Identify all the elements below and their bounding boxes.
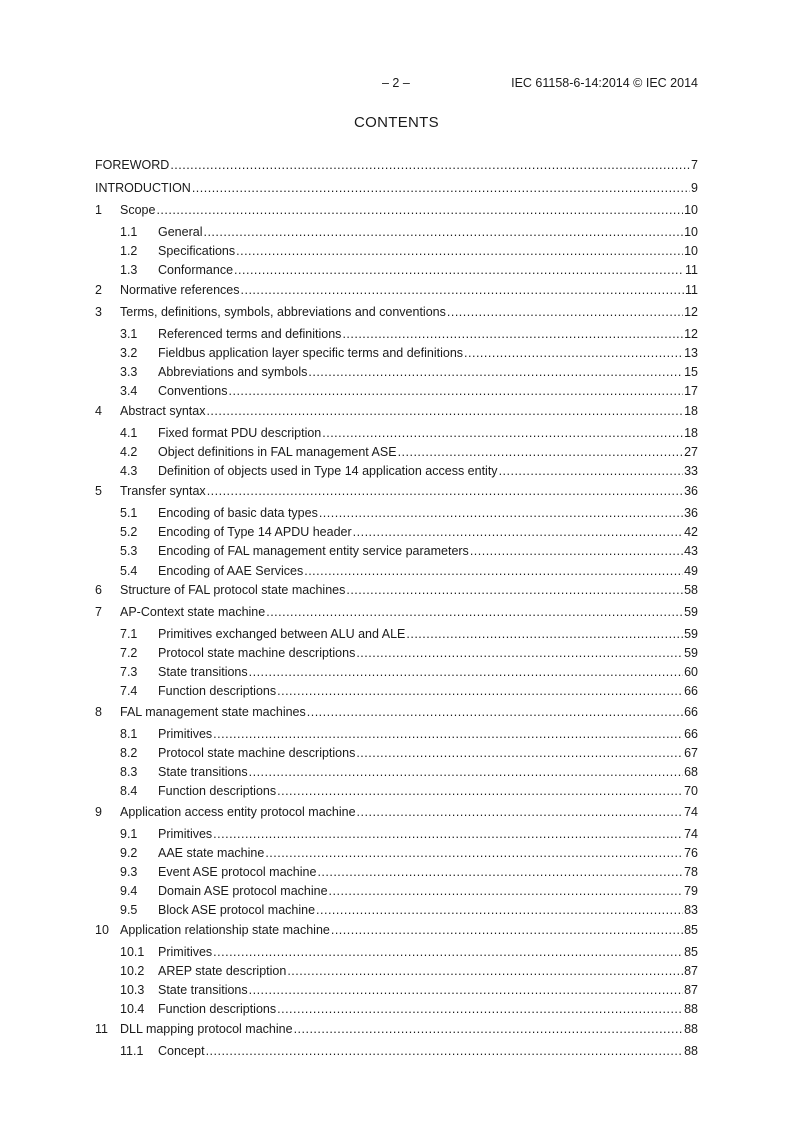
toc-entry-page: 7 xyxy=(691,158,698,172)
toc-entry-title: Primitives xyxy=(158,727,213,741)
toc-entry-title: Structure of FAL protocol state machines xyxy=(120,583,346,597)
toc-dot-leader xyxy=(249,764,683,780)
toc-entry-number: 11.1 xyxy=(120,1044,144,1058)
toc-entry-page: 42 xyxy=(684,525,698,539)
toc-entry[interactable] xyxy=(95,704,698,720)
toc-entry[interactable] xyxy=(95,864,698,880)
page-header xyxy=(0,76,793,92)
toc-entry-number: 10.2 xyxy=(120,964,145,978)
toc-entry[interactable] xyxy=(95,582,698,598)
toc-dot-leader xyxy=(277,783,683,799)
toc-entry-title: Definition of objects used in Type 14 application access entity xyxy=(158,464,498,478)
toc-entry-number: 1.2 xyxy=(120,244,138,258)
toc-entry-page: 88 xyxy=(684,1044,698,1058)
toc-entry-number: 10.3 xyxy=(120,983,145,997)
toc-dot-leader xyxy=(277,683,683,699)
toc-entry-page: 74 xyxy=(684,827,698,841)
toc-entry-page: 66 xyxy=(684,684,698,698)
toc-entry[interactable] xyxy=(95,425,698,441)
toc-dot-leader xyxy=(406,626,683,642)
toc-entry-page: 85 xyxy=(684,923,698,937)
toc-entry[interactable] xyxy=(95,1021,698,1037)
toc-entry[interactable] xyxy=(95,543,698,559)
toc-dot-leader xyxy=(213,826,683,842)
toc-entry-title: Specifications xyxy=(158,244,236,258)
toc-entry[interactable] xyxy=(95,604,698,620)
toc-entry[interactable] xyxy=(95,463,698,479)
toc-entry[interactable] xyxy=(95,726,698,742)
toc-entry[interactable] xyxy=(95,683,698,699)
toc-dot-leader xyxy=(447,304,683,320)
toc-entry[interactable] xyxy=(95,745,698,761)
toc-entry[interactable] xyxy=(95,180,698,196)
toc-entry[interactable] xyxy=(95,364,698,380)
toc-dot-leader xyxy=(206,403,683,419)
toc-entry-title: Primitives xyxy=(158,827,213,841)
toc-entry[interactable] xyxy=(95,804,698,820)
toc-entry-page: 10 xyxy=(684,244,698,258)
toc-dot-leader xyxy=(331,922,683,938)
toc-dot-leader xyxy=(294,1021,684,1037)
toc-entry[interactable] xyxy=(95,664,698,680)
toc-entry-page: 11 xyxy=(685,283,698,297)
toc-entry-title: Object definitions in FAL management ASE xyxy=(158,445,397,459)
toc-entry-number: 9.2 xyxy=(120,846,138,860)
toc-entry-number: 4.2 xyxy=(120,445,138,459)
toc-entry-number: 6 xyxy=(95,583,102,597)
toc-entry-number: 10.4 xyxy=(120,1002,145,1016)
toc-entry-title: Application relationship state machine xyxy=(120,923,330,937)
toc-entry-title: Encoding of FAL management entity service parameters xyxy=(158,544,469,558)
toc-entry[interactable] xyxy=(95,202,698,218)
toc-entry-page: 18 xyxy=(684,426,698,440)
toc-entry-title: FAL management state machines xyxy=(120,705,306,719)
toc-entry-title: Encoding of AAE Services xyxy=(158,564,304,578)
toc-entry-page: 87 xyxy=(684,964,698,978)
toc-entry-number: 7.3 xyxy=(120,665,138,679)
toc-entry-page: 12 xyxy=(684,327,698,341)
toc-entry-title: State transitions xyxy=(158,765,248,779)
toc-entry-title: Application access entity protocol machine xyxy=(120,805,356,819)
toc-entry-number: 5.2 xyxy=(120,525,138,539)
toc-entry-title: Scope xyxy=(120,203,156,217)
toc-entry-page: 79 xyxy=(684,884,698,898)
toc-entry[interactable] xyxy=(95,982,698,998)
toc-entry-number: 5.1 xyxy=(120,506,138,520)
toc-dot-leader xyxy=(287,963,683,979)
toc-entry-number: 3 xyxy=(95,305,102,319)
toc-entry-page: 33 xyxy=(684,464,698,478)
toc-entry-title: Concept xyxy=(158,1044,205,1058)
toc-entry-number: 1.1 xyxy=(120,225,138,239)
toc-entry[interactable] xyxy=(95,304,698,320)
toc-dot-leader xyxy=(317,864,683,880)
toc-entry[interactable] xyxy=(95,157,698,173)
toc-entry-number: 7 xyxy=(95,605,102,619)
toc-entry-number: 4.1 xyxy=(120,426,138,440)
toc-dot-leader xyxy=(234,262,684,278)
toc-entry-number: 11 xyxy=(95,1022,108,1036)
toc-entry-number: 9.4 xyxy=(120,884,138,898)
toc-entry-title: Conformance xyxy=(158,263,234,277)
toc-dot-leader xyxy=(470,543,683,559)
toc-entry-page: 88 xyxy=(684,1022,698,1036)
page-number: – 2 – xyxy=(382,76,410,90)
toc-dot-leader xyxy=(170,157,690,173)
toc-dot-leader xyxy=(499,463,684,479)
toc-dot-leader xyxy=(316,902,683,918)
toc-entry[interactable] xyxy=(95,403,698,419)
toc-entry[interactable] xyxy=(95,902,698,918)
toc-entry-page: 60 xyxy=(684,665,698,679)
toc-dot-leader xyxy=(329,883,684,899)
toc-entry-number: 3.2 xyxy=(120,346,138,360)
toc-entry-page: 83 xyxy=(684,903,698,917)
toc-entry-title: FOREWORD xyxy=(95,158,170,172)
toc-dot-leader xyxy=(203,224,683,240)
toc-entry-number: 8.1 xyxy=(120,727,138,741)
toc-entry-number: 3.3 xyxy=(120,365,138,379)
toc-entry-number: 5 xyxy=(95,484,102,498)
toc-dot-leader xyxy=(266,604,683,620)
toc-dot-leader xyxy=(277,1001,683,1017)
toc-entry[interactable] xyxy=(95,505,698,521)
document-reference: IEC 61158-6-14:2014 © IEC 2014 xyxy=(511,76,698,90)
toc-entry-number: 8.2 xyxy=(120,746,138,760)
toc-entry[interactable] xyxy=(95,563,698,579)
toc-entry-number: 5.4 xyxy=(120,564,138,578)
toc-entry-title: Abstract syntax xyxy=(120,404,206,418)
toc-dot-leader xyxy=(249,982,683,998)
toc-entry-number: 4 xyxy=(95,404,102,418)
toc-entry-title: Function descriptions xyxy=(158,1002,277,1016)
toc-entry-title: AP-Context state machine xyxy=(120,605,266,619)
toc-entry-page: 66 xyxy=(684,727,698,741)
toc-dot-leader xyxy=(464,345,683,361)
toc-entry-title: Terms, definitions, symbols, abbreviations and conventions xyxy=(120,305,446,319)
toc-entry-title: AREP state description xyxy=(158,964,287,978)
toc-entry[interactable] xyxy=(95,783,698,799)
toc-entry-page: 74 xyxy=(684,805,698,819)
toc-entry-title: Conventions xyxy=(158,384,228,398)
toc-entry-page: 88 xyxy=(684,1002,698,1016)
toc-entry[interactable] xyxy=(95,243,698,259)
toc-entry-number: 10.1 xyxy=(120,945,145,959)
toc-entry-title: Encoding of Type 14 APDU header xyxy=(158,525,352,539)
toc-dot-leader xyxy=(192,180,690,196)
toc-entry[interactable] xyxy=(95,963,698,979)
toc-dot-leader xyxy=(342,326,683,342)
toc-dot-leader xyxy=(207,483,683,499)
toc-entry[interactable] xyxy=(95,645,698,661)
toc-entry-page: 11 xyxy=(685,263,698,277)
toc-entry-page: 13 xyxy=(684,346,698,360)
toc-entry[interactable] xyxy=(95,922,698,938)
toc-entry-page: 78 xyxy=(684,865,698,879)
toc-entry-page: 10 xyxy=(684,225,698,239)
toc-dot-leader xyxy=(308,364,683,380)
toc-entry-page: 87 xyxy=(684,983,698,997)
toc-entry-number: 8.4 xyxy=(120,784,138,798)
toc-entry-page: 17 xyxy=(684,384,698,398)
toc-entry-title: Primitives xyxy=(158,945,213,959)
toc-entry[interactable] xyxy=(95,944,698,960)
toc-entry[interactable] xyxy=(95,883,698,899)
toc-entry-page: 59 xyxy=(684,627,698,641)
toc-entry[interactable] xyxy=(95,326,698,342)
toc-entry-number: 7.2 xyxy=(120,646,138,660)
toc-dot-leader xyxy=(265,845,683,861)
toc-entry-page: 36 xyxy=(684,506,698,520)
toc-entry-title: Fieldbus application layer specific terms and definitions xyxy=(158,346,464,360)
toc-dot-leader xyxy=(206,1043,684,1059)
toc-entry[interactable] xyxy=(95,1043,698,1059)
toc-dot-leader xyxy=(319,505,683,521)
toc-entry-number: 1 xyxy=(95,203,102,217)
toc-entry-page: 59 xyxy=(684,646,698,660)
toc-entry-number: 1.3 xyxy=(120,263,138,277)
toc-entry-title: INTRODUCTION xyxy=(95,181,191,195)
toc-entry-number: 4.3 xyxy=(120,464,138,478)
toc-dot-leader xyxy=(353,524,683,540)
toc-dot-leader xyxy=(236,243,683,259)
toc-dot-leader xyxy=(304,563,683,579)
toc-entry-title: Domain ASE protocol machine xyxy=(158,884,328,898)
toc-entry[interactable] xyxy=(95,383,698,399)
toc-entry[interactable] xyxy=(95,345,698,361)
toc-entry-page: 12 xyxy=(684,305,698,319)
toc-entry[interactable] xyxy=(95,224,698,240)
toc-entry[interactable] xyxy=(95,444,698,460)
toc-entry-number: 9.1 xyxy=(120,827,138,841)
toc-entry[interactable] xyxy=(95,826,698,842)
toc-entry-number: 9.3 xyxy=(120,865,138,879)
toc-dot-leader xyxy=(213,944,683,960)
toc-entry-title: State transitions xyxy=(158,983,248,997)
toc-entry-title: AAE state machine xyxy=(158,846,265,860)
toc-entry-page: 27 xyxy=(684,445,698,459)
toc-entry-number: 8.3 xyxy=(120,765,138,779)
toc-entry-page: 66 xyxy=(684,705,698,719)
toc-entry-number: 9.5 xyxy=(120,903,138,917)
toc-entry-title: Event ASE protocol machine xyxy=(158,865,317,879)
toc-entry-title: Transfer syntax xyxy=(120,484,206,498)
toc-entry[interactable] xyxy=(95,524,698,540)
toc-dot-leader xyxy=(213,726,683,742)
toc-entry-title: Encoding of basic data types xyxy=(158,506,318,520)
toc-entry-page: 59 xyxy=(684,605,698,619)
toc-entry-number: 7.1 xyxy=(120,627,138,641)
toc-entry-number: 5.3 xyxy=(120,544,138,558)
toc-entry-number: 7.4 xyxy=(120,684,138,698)
toc-entry-number: 2 xyxy=(95,283,102,297)
toc-entry-page: 18 xyxy=(684,404,698,418)
toc-dot-leader xyxy=(357,804,684,820)
toc-entry-title: Primitives exchanged between ALU and ALE xyxy=(158,627,406,641)
toc-dot-leader xyxy=(307,704,683,720)
contents-title: CONTENTS xyxy=(354,114,439,131)
toc-entry[interactable] xyxy=(95,626,698,642)
toc-entry[interactable] xyxy=(95,262,698,278)
toc-entry-page: 70 xyxy=(684,784,698,798)
toc-dot-leader xyxy=(229,383,684,399)
toc-dot-leader xyxy=(398,444,684,460)
toc-entry-page: 58 xyxy=(684,583,698,597)
toc-entry-title: Normative references xyxy=(120,283,240,297)
toc-entry-title: Block ASE protocol machine xyxy=(158,903,316,917)
toc-dot-leader xyxy=(322,425,683,441)
toc-entry-title: Function descriptions xyxy=(158,784,277,798)
toc-entry[interactable] xyxy=(95,483,698,499)
toc-entry-title: General xyxy=(158,225,203,239)
toc-dot-leader xyxy=(356,745,683,761)
toc-entry-title: State transitions xyxy=(158,665,248,679)
toc-entry-page: 36 xyxy=(684,484,698,498)
toc-entry-page: 15 xyxy=(684,365,698,379)
toc-entry-number: 3.1 xyxy=(120,327,138,341)
toc-entry-title: Protocol state machine descriptions xyxy=(158,646,356,660)
toc-entry-title: DLL mapping protocol machine xyxy=(120,1022,293,1036)
toc-entry-page: 85 xyxy=(684,945,698,959)
toc-entry-title: Function descriptions xyxy=(158,684,277,698)
toc-entry-title: Referenced terms and definitions xyxy=(158,327,342,341)
toc-dot-leader xyxy=(346,582,683,598)
toc-entry-number: 9 xyxy=(95,805,102,819)
toc-entry-page: 76 xyxy=(684,846,698,860)
toc-entry[interactable] xyxy=(95,764,698,780)
toc-dot-leader xyxy=(241,282,685,298)
toc-entry-page: 67 xyxy=(684,746,698,760)
toc-entry-page: 68 xyxy=(684,765,698,779)
toc-entry[interactable] xyxy=(95,1001,698,1017)
toc-entry-title: Protocol state machine descriptions xyxy=(158,746,356,760)
toc-entry[interactable] xyxy=(95,282,698,298)
toc-entry-title: Fixed format PDU description xyxy=(158,426,322,440)
toc-dot-leader xyxy=(156,202,683,218)
toc-entry-page: 9 xyxy=(691,181,698,195)
toc-entry-number: 3.4 xyxy=(120,384,138,398)
toc-entry-page: 43 xyxy=(684,544,698,558)
toc-dot-leader xyxy=(249,664,683,680)
toc-entry-number: 10 xyxy=(95,923,109,937)
toc-entry-page: 49 xyxy=(684,564,698,578)
toc-entry[interactable] xyxy=(95,845,698,861)
toc-dot-leader xyxy=(356,645,683,661)
toc-entry-title: Abbreviations and symbols xyxy=(158,365,308,379)
toc-entry-number: 8 xyxy=(95,705,102,719)
toc-entry-page: 10 xyxy=(684,203,698,217)
